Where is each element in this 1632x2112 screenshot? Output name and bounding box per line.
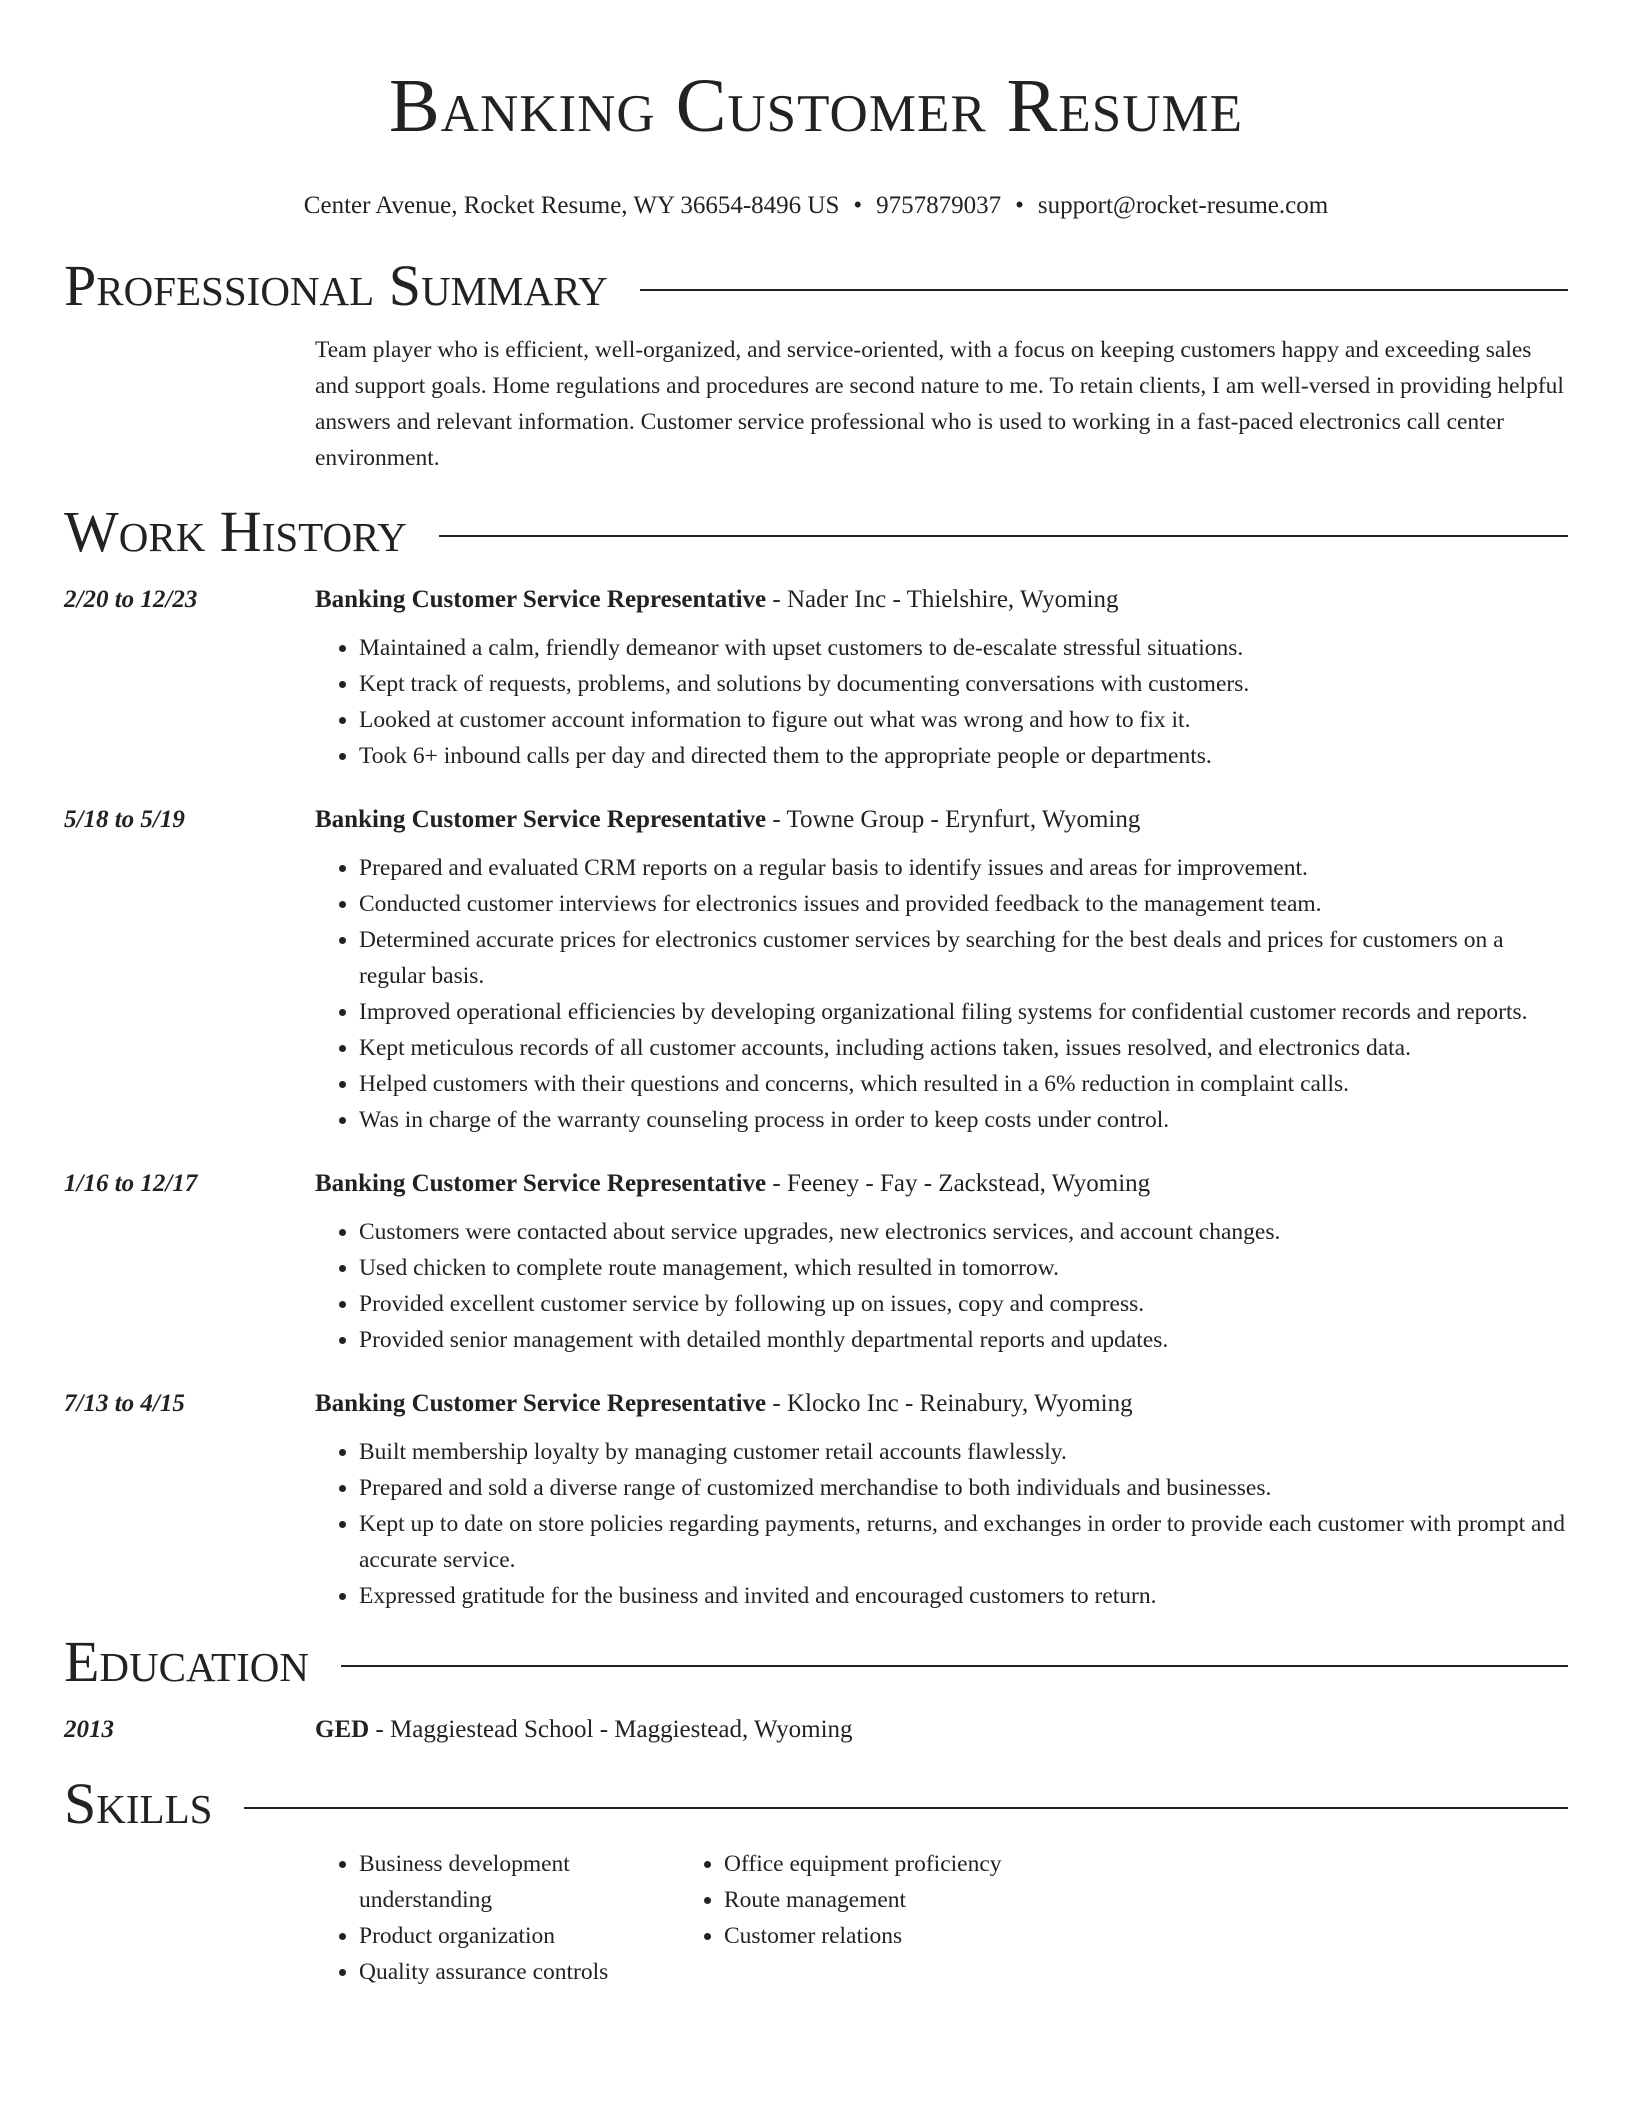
job-header — [64, 804, 1568, 836]
job-bullet: • Was in charge of the warranty counseling process in order to keep costs under control. — [359, 1102, 1568, 1138]
skills-list — [64, 1846, 1568, 1990]
job-bullets — [64, 630, 1568, 774]
job-bullet: • Helped customers with their questions and concerns, which resulted in a 6% reduction in complaint calls. — [359, 1066, 1568, 1102]
job-bullet: • Used chicken to complete route management, which resulted in tomorrow. — [359, 1250, 1568, 1286]
skills-heading-text: Skills — [64, 1771, 213, 1836]
job-dates: 5/18 to 5/19 — [64, 806, 185, 833]
job-title: Banking Customer Service Representative — [315, 586, 767, 613]
separator-bullet: • — [853, 192, 863, 219]
job-bullet: • Built membership loyalty by managing customer retail accounts flawlessly. — [359, 1434, 1568, 1470]
job-dates: 1/16 to 12/17 — [64, 1170, 198, 1197]
job-bullet: • Expressed gratitude for the business and invited and encouraged customers to return. — [359, 1578, 1568, 1614]
education-year: 2013 — [64, 1716, 114, 1743]
job-bullet: • Kept up to date on store policies regarding payments, returns, and exchanges in order to provide each customer with prompt and accurate service. — [359, 1506, 1568, 1578]
summary-text: Team player who is efficient, well-organized, and service-oriented, with a focus on keeping customers happy and exceeding sales and support goals. Home regulations and procedures are second nature to me. To retain clients, I am well-versed in providing helpful answers and relevant information. Customer service professional who is used to working in a fast-paced electronics call center environment. — [315, 337, 1564, 471]
education-heading — [64, 1630, 1568, 1694]
skill-item: • Quality assurance controls — [359, 1954, 681, 1990]
skill-item: • Business development understanding — [359, 1846, 681, 1918]
summary-heading — [64, 254, 1568, 318]
job-bullet: • Provided excellent customer service by following up on issues, copy and compress. — [359, 1286, 1568, 1322]
job-bullet: • Provided senior management with detailed monthly departmental reports and updates. — [359, 1322, 1568, 1358]
work-history-heading — [64, 500, 1568, 564]
job-bullets — [64, 1434, 1568, 1614]
job-header — [64, 1388, 1568, 1420]
job-employer: - Klocko Inc - Reinabury, Wyoming — [766, 1390, 1133, 1417]
job-employer: - Feeney - Fay - Zackstead, Wyoming — [766, 1170, 1151, 1197]
heading-rule — [341, 1665, 1568, 1667]
job-entry — [64, 1388, 1568, 1614]
job-dates: 2/20 to 12/23 — [64, 586, 198, 613]
phone: 9757879037 — [876, 192, 1002, 219]
heading-rule — [640, 289, 1568, 291]
job-title: Banking Customer Service Representative — [315, 1390, 767, 1417]
job-employer: - Towne Group - Erynfurt, Wyoming — [766, 806, 1141, 833]
skill-item: • Customer relations — [724, 1918, 1046, 1954]
job-title-line — [315, 804, 1568, 836]
skill-item: • Office equipment proficiency — [724, 1846, 1046, 1882]
contact-line — [64, 190, 1568, 222]
job-title-line — [315, 1168, 1568, 1200]
skills-heading — [64, 1772, 1568, 1836]
job-bullet: • Prepared and evaluated CRM reports on a regular basis to identify issues and areas for improvement. — [359, 850, 1568, 886]
skill-item: • Product organization — [359, 1918, 681, 1954]
job-bullet: • Prepared and sold a diverse range of customized merchandise to both individuals and businesses. — [359, 1470, 1568, 1506]
education-heading-text: Education — [64, 1629, 309, 1694]
job-title: Banking Customer Service Representative — [315, 1170, 767, 1197]
job-entry — [64, 804, 1568, 1138]
summary-heading-text: Professional Summary — [64, 253, 608, 318]
job-employer: - Nader Inc - Thielshire, Wyoming — [766, 586, 1119, 613]
job-bullet: • Determined accurate prices for electronics customer services by searching for the best deals and prices for customers on a regular basis. — [359, 922, 1568, 994]
resume-title: Banking Customer Resume — [388, 64, 1244, 148]
skills-column-2 — [681, 1846, 1046, 1990]
skill-item: • Route management — [724, 1882, 1046, 1918]
job-title-line — [315, 1388, 1568, 1420]
education-entry — [64, 1714, 1568, 1746]
job-bullet: • Kept track of requests, problems, and solutions by documenting conversations with customers. — [359, 666, 1568, 702]
job-bullets — [64, 850, 1568, 1138]
job-bullet: • Customers were contacted about service upgrades, new electronics services, and account changes. — [359, 1214, 1568, 1250]
job-bullet: • Looked at customer account information to figure out what was wrong and how to fix it. — [359, 702, 1568, 738]
heading-rule — [439, 535, 1568, 537]
job-bullet: • Conducted customer interviews for electronics issues and provided feedback to the management team. — [359, 886, 1568, 922]
job-bullet: • Improved operational efficiencies by developing organizational filing systems for confidential customer records and reports. — [359, 994, 1568, 1030]
job-bullets — [64, 1214, 1568, 1358]
job-header — [64, 1168, 1568, 1200]
heading-rule — [244, 1807, 1568, 1809]
email: support@rocket-resume.com — [1037, 192, 1329, 219]
skills-column-1 — [64, 1846, 681, 1990]
education-school: - Maggiestead School - Maggiestead, Wyoming — [369, 1716, 853, 1743]
job-bullet: • Took 6+ inbound calls per day and directed them to the appropriate people or departments. — [359, 738, 1568, 774]
job-header — [64, 584, 1568, 616]
job-dates: 7/13 to 4/15 — [64, 1390, 185, 1417]
job-bullet: • Maintained a calm, friendly demeanor with upset customers to de-escalate stressful situations. — [359, 630, 1568, 666]
education-degree: GED — [315, 1716, 370, 1743]
work-history-heading-text: Work History — [64, 499, 407, 564]
job-title: Banking Customer Service Representative — [315, 806, 767, 833]
job-entry — [64, 1168, 1568, 1358]
job-entry — [64, 584, 1568, 774]
address: Center Avenue, Rocket Resume, WY 36654-8496 US — [303, 192, 840, 219]
job-bullet: • Kept meticulous records of all customer accounts, including actions taken, issues resolved, and electronics data. — [359, 1030, 1568, 1066]
education-line — [315, 1714, 1568, 1746]
separator-bullet: • — [1015, 192, 1024, 219]
job-title-line — [315, 584, 1568, 616]
